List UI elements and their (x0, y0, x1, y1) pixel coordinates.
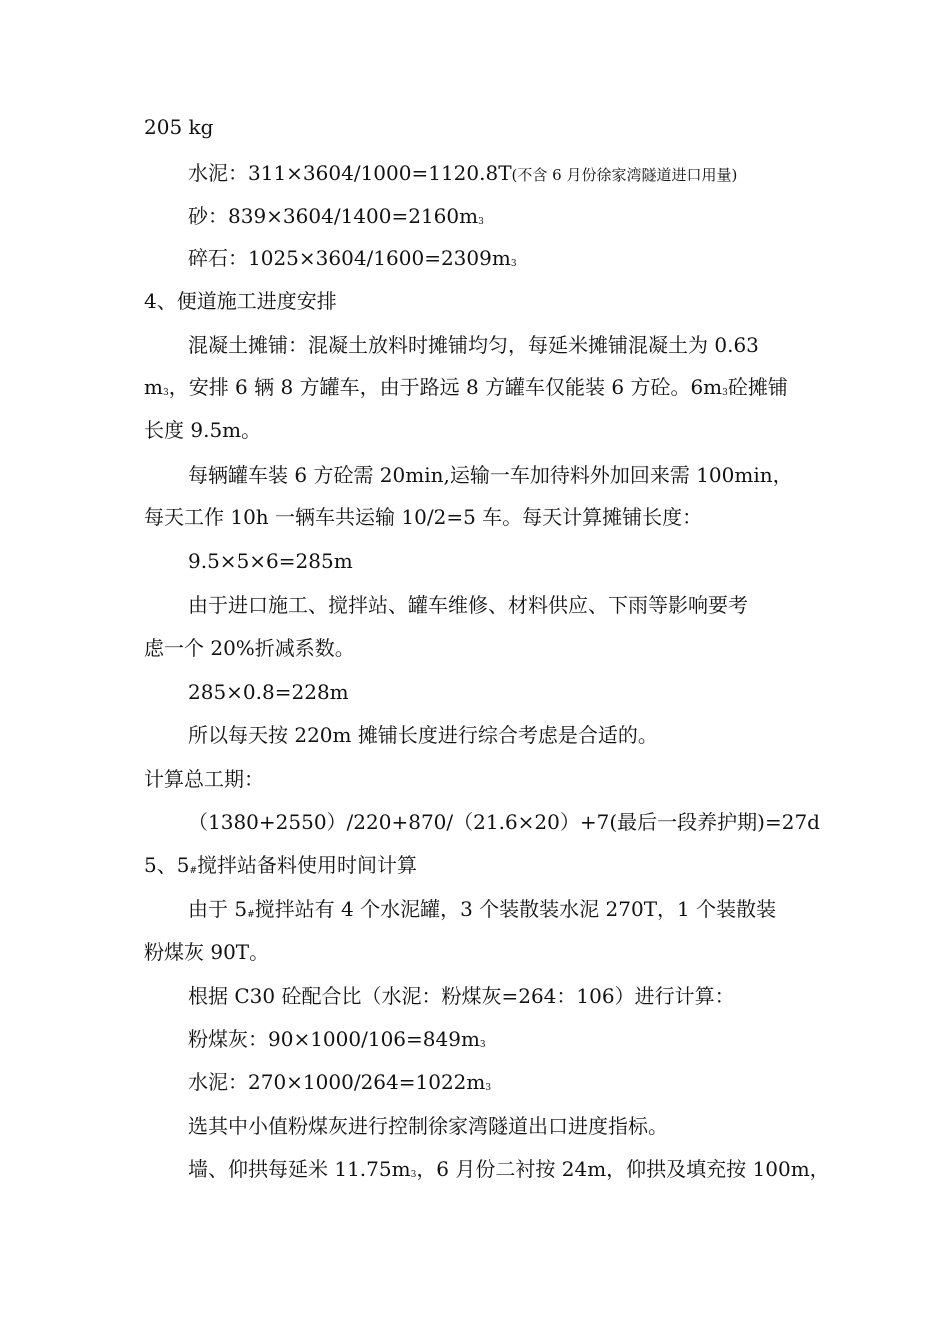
text-line: 长度 9.5m。 (144, 418, 262, 442)
section-heading: 5、5#搅拌站备料使用时间计算 (144, 853, 417, 877)
formula-line: 285×0.8=228m (188, 680, 349, 704)
text-line: 所以每天按 220m 摊铺长度进行综合考虑是合适的。 (188, 723, 658, 747)
text-line: 粉煤灰 90T。 (144, 940, 270, 964)
text-line: 计算总工期： (144, 767, 264, 791)
text-line: 虑一个 20%折减系数。 (144, 636, 355, 660)
text-line: 碎石：1025×3604/1600=2309m3 (188, 246, 517, 270)
text-line: 由于进口施工、搅拌站、罐车维修、材料供应、下雨等影响要考 (188, 593, 748, 617)
formula-line: （1380+2550）/220+870/（21.6×20）+7(最后一段养护期)=27d (188, 810, 820, 834)
text-line: 根据 C30 砼配合比（水泥：粉煤灰=264：106）进行计算： (188, 984, 735, 1008)
text-line: 墙、仰拱每延米 11.75m3，6 月份二衬按 24m，仰拱及填充按 100m， (188, 1157, 830, 1181)
text-line: 砂：839×3604/1400=2160m3 (188, 204, 484, 228)
formula-line: 水泥：270×1000/264=1022m3 (188, 1070, 492, 1094)
section-heading: 4、便道施工进度安排 (144, 289, 337, 313)
text-line: 水泥：311×3604/1000=1120.8T(不含 6 月份徐家湾隧道进口用量) (188, 161, 738, 185)
text-line: 混凝土摊铺：混凝土放料时摊铺均匀，每延米摊铺混凝土为 0.63 (188, 333, 759, 357)
text-line: 由于 5#搅拌站有 4 个水泥罐，3 个装散装水泥 270T，1 个装散装 (188, 897, 777, 921)
text-line: 205 kg (144, 115, 214, 139)
text-line: 每天工作 10h 一辆车共运输 10/2=5 车。每天计算摊铺长度： (144, 505, 703, 529)
text-line: m3，安排 6 辆 8 方罐车，由于路远 8 方罐车仅能装 6 方砼。6m3砼摊铺 (144, 375, 788, 399)
formula-line: 9.5×5×6=285m (188, 549, 353, 573)
text-line: 每辆罐车装 6 方砼需 20min,运输一车加待料外加回来需 100min， (188, 463, 793, 487)
formula-line: 粉煤灰：90×1000/106=849m3 (188, 1027, 486, 1051)
text-line: 选其中小值粉煤灰进行控制徐家湾隧道出口进度指标。 (188, 1114, 668, 1138)
